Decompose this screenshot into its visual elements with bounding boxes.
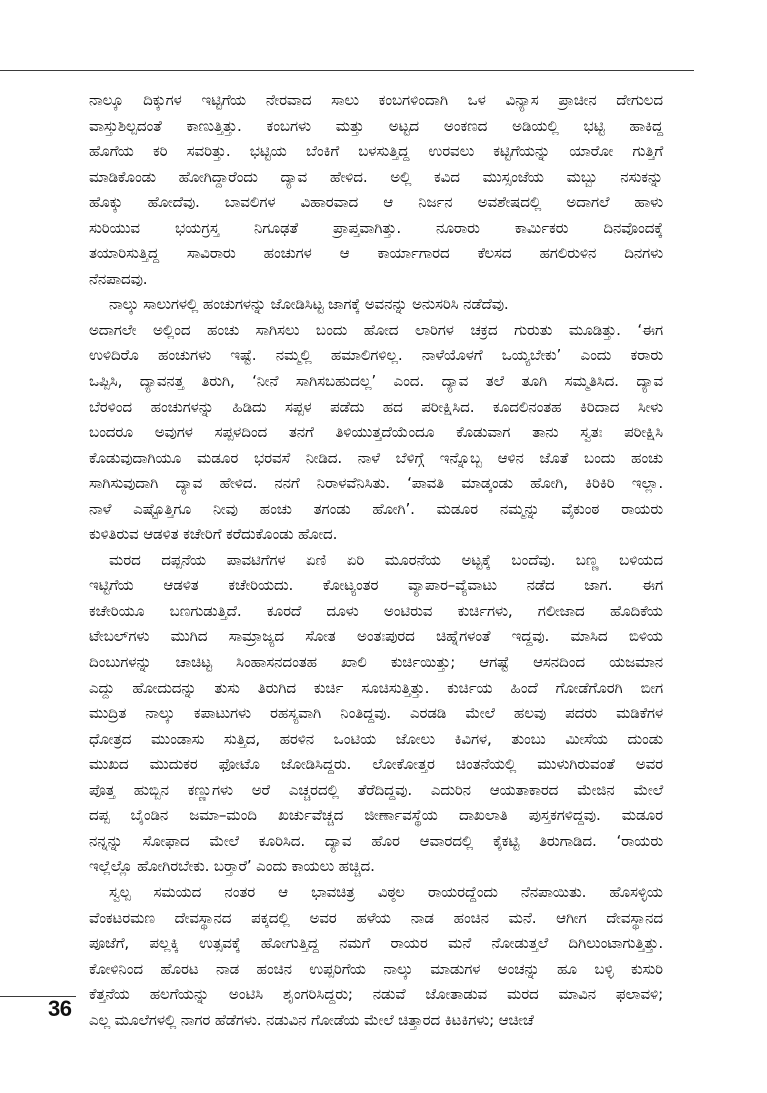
text-line: ತಯಾರಿಸುತ್ತಿದ್ದ ಸಾವಿರಾರು ಹಂಚುಗಳ ಆ ಕಾರ್ಯಾಗಾರದ ಕೆಲಸದ ಹಗಲಿರುಳಿನ ದಿನಗಳು — [89, 244, 663, 263]
text-line: ಮರದ ದಪ್ಪನೆಯ ಪಾವಟಿಗೆಗಳ ಏಣಿ ಏರಿ ಮೂರನೆಯ ಅಟ್ಟಕ್ಕೆ ಬಂದೆವು. ಬಣ್ಣ ಬಳಿಯದ — [109, 550, 663, 569]
text-line: ಟೇಬಲ್‌ಗಳು ಮುಗಿದ ಸಾಮ್ರಾಜ್ಯದ ಸೋತ ಅಂತಃಪುರದ ಚಿಹ್ನೆಗಳಂತೆ ಇದ್ದವು. ಮಾಸಿದ ಬಿಳಿಯ — [89, 627, 663, 646]
text-line: ಪೂಜೆಗೆ, ಪಲ್ಲಕ್ಕಿ ಉತ್ಸವಕ್ಕೆ ಹೋಗುತ್ತಿದ್ದ ನಮಗೆ ರಾಯರ ಮನೆ ನೋಡುತ್ತಲೆ ದಿಗಿಲುಂಟಾಗುತ್ತಿತ್ತು. — [89, 934, 663, 953]
text-line: ಹೊಗೆಯ ಕರಿ ಸವರಿತ್ತು. ಭಟ್ಟಿಯ ಬೆಂಕಿಗೆ ಬಳಸುತ್ತಿದ್ದ ಉರವಲು ಕಟ್ಟಿಗೆಯನ್ನು ಯಾರೋ ಗುತ್ತಿಗೆ — [89, 142, 663, 161]
text-line: ಧೋತ್ರದ ಮುಂಡಾಸು ಸುತ್ತಿದ, ಹರಳಿನ ಒಂಟಿಯ ಜೋಲು ಕಿವಿಗಳ, ತುಂಬು ಮೀಸೆಯ ದುಂಡು — [89, 729, 663, 748]
text-line: ನಾಲ್ಕು ಸಾಲುಗಳಲ್ಲಿ ಹಂಚುಗಳನ್ನು ಜೋಡಿಸಿಟ್ಟ ಜಾಗಕ್ಕೆ ಅವನನ್ನು ಅನುಸರಿಸಿ ನಡೆದೆವು. — [109, 295, 509, 314]
text-line: ಎದ್ದು ಹೋದುದನ್ನು ತುಸು ತಿರುಗಿದ ಕುರ್ಚಿ ಸೂಚಿಸುತ್ತಿತ್ತು. ಕುರ್ಚಿಯ ಹಿಂದೆ ಗೋಡೆಗೊರಗಿ ಬೀಗ — [89, 678, 663, 697]
text-line: ಕೆತ್ತನೆಯ ಹಲಗೆಯನ್ನು ಅಂಟಿಸಿ ಶೃಂಗರಿಸಿದ್ದರು; ನಡುವೆ ಜೋತಾಡುವ ಮರದ ಮಾವಿನ ಫಲಾವಳಿ; — [89, 985, 663, 1004]
text-line: ನಾಳೆ ಎಷ್ಟೊತ್ತಿಗೂ ನೀವು ಹಂಚು ತಗಂಡು ಹೋಗಿ’. ಮಡೂರ ನಮ್ಮನ್ನು ವೈಕುಂಠ ರಾಯರು — [89, 499, 663, 518]
text-line: ಕಚೇರಿಯೂ ಬಣಗುಡುತ್ತಿದೆ. ಕೂರದೆ ದೂಳು ಅಂಟಿರುವ ಕುರ್ಚಿಗಳು, ಗಲೀಜಾದ ಹೊದಿಕೆಯ — [89, 601, 663, 620]
text-line: ಅದಾಗಲೇ ಅಲ್ಲಿಂದ ಹಂಚು ಸಾಗಿಸಲು ಬಂದು ಹೋದ ಲಾರಿಗಳ ಚಕ್ರದ ಗುರುತು ಮೂಡಿತ್ತು. ‘ಈಗ — [89, 320, 663, 339]
text-line: ಹೊಕ್ಕು ಹೋದೆವು. ಬಾವಲಿಗಳ ವಿಹಾರವಾದ ಆ ನಿರ್ಜನ ಅವಶೇಷದಲ್ಲಿ ಅದಾಗಲೆ ಹಾಳು — [89, 193, 663, 212]
text-line: ದಿಂಬುಗಳನ್ನು ಚಾಚಿಟ್ಟ ಸಿಂಹಾಸನದಂತಹ ಖಾಲಿ ಕುರ್ಚಿಯಿತ್ತು; ಆಗಷ್ಟೆ ಆಸನದಿಂದ ಯಜಮಾನ — [89, 653, 663, 672]
text-line: ಕೊಡುವುದಾಗಿಯೂ ಮಡೂರ ಭರವಸೆ ನೀಡಿದ. ನಾಳೆ ಬೆಳಿಗ್ಗೆ ಇನ್ನೊಬ್ಬ ಆಳಿನ ಜೊತೆ ಬಂದು ಹಂಚು — [89, 448, 663, 467]
text-line: ಮುದ್ರಿತ ನಾಲ್ಕು ಕಪಾಟುಗಳು ರಹಸ್ಯವಾಗಿ ನಿಂತಿದ್ದವು. ಎರಡಡಿ ಮೇಲೆ ಹಲವು ಪದರು ಮಡಿಕೆಗಳ — [89, 704, 663, 723]
text-line: ನನ್ನನ್ನು ಸೋಫಾದ ಮೇಲೆ ಕೂರಿಸಿದ. ದ್ಯಾವ ಹೊರ ಆವಾರದಲ್ಲಿ ಕೈಕಟ್ಟಿ ತಿರುಗಾಡಿದ. ‘ರಾಯರು — [89, 831, 663, 850]
header-rule — [0, 70, 694, 71]
text-line: ಒಪ್ಪಿಸಿ, ದ್ಯಾವನತ್ತ ತಿರುಗಿ, ‘ನೀನೆ ಸಾಗಿಸಬಹುದಲ್ಲ’ ಎಂದ. ದ್ಯಾವ ತಲೆ ತೂಗಿ ಸಮ್ಮತಿಸಿದ. ದ್ಯಾವ — [89, 372, 663, 391]
text-line: ಬಂದರೂ ಅವುಗಳ ಸಪ್ಪಳದಿಂದ ತನಗೆ ತಿಳಿಯುತ್ತದೆಯೆಂದೂ ಕೊಡುವಾಗ ತಾನು ಸ್ವತಃ ಪರೀಕ್ಷಿಸಿ — [89, 423, 663, 442]
text-line: ನಾಲ್ಕೂ ದಿಕ್ಕುಗಳ ಇಟ್ಟಿಗೆಯ ನೇರವಾದ ಸಾಲು ಕಂಬಗಳಿಂದಾಗಿ ಒಳ ವಿನ್ಯಾಸ ಪ್ರಾಚೀನ ದೇಗುಲದ — [89, 91, 663, 109]
text-line: ಸಾಗಿಸುವುದಾಗಿ ದ್ಯಾವ ಹೇಳಿದ. ನನಗೆ ನಿರಾಳವೆನಿಸಿತು. ‘ಪಾವತಿ ಮಾಡ್ಕಂಡು ಹೋಗಿ, ಕಿರಿಕಿರಿ ಇಲ್ಲಾ. — [89, 474, 663, 493]
text-line: ಮುಖದ ಮುದುಕರ ಫೋಟೊ ಜೋಡಿಸಿದ್ದರು. ಲೋಕೋತ್ತರ ಚಿಂತನೆಯಲ್ಲಿ ಮುಳುಗಿರುವಂತೆ ಅವರ — [89, 755, 663, 774]
text-line: ಉಳಿದಿರೊ ಹಂಚುಗಳು ಇಷ್ಟೆ. ನಮ್ಮಲ್ಲಿ ಹಮಾಲಿಗಳಿಲ್ಲ. ನಾಳೆಯೊಳಗೆ ಒಯ್ಯಬೇಕು’ ಎಂದು ಕರಾರು — [89, 346, 663, 365]
text-line: ವಾಸ್ತುಶಿಲ್ಪದಂತೆ ಕಾಣುತ್ತಿತ್ತು. ಕಂಬಗಳು ಮತ್ತು ಅಟ್ಟದ ಅಂಕಣದ ಅಡಿಯಲ್ಲಿ ಭಟ್ಟಿ ಹಾಕಿದ್ದ — [89, 116, 663, 135]
text-line: ದಪ್ಪ ಬೈಂಡಿನ ಜಮಾ–ಮಂದಿ ಖರ್ಚುವೆಚ್ಚದ ಜೀರ್ಣಾವಸ್ಥೆಯ ದಾಖಲಾತಿ ಪುಸ್ತಕಗಳಿದ್ದವು. ಮಡೂರ — [89, 806, 663, 825]
text-line: ಪೊತ್ತ ಹುಬ್ಬಿನ ಕಣ್ಣುಗಳು ಅರೆ ಎಚ್ಚರದಲ್ಲಿ ತೆರೆದಿದ್ದವು. ಎದುರಿನ ಆಯತಾಕಾರದ ಮೇಜಿನ ಮೇಲೆ — [89, 780, 663, 799]
page-number: 36 — [48, 996, 72, 1021]
text-line: ಸುರಿಯುವ ಭಯಗ್ರಸ್ತ ನಿಗೂಢತೆ ಪ್ರಾಪ್ತವಾಗಿತ್ತು. ನೂರಾರು ಕಾರ್ಮಿಕರು ದಿನವೊಂದಕ್ಕೆ — [89, 218, 663, 237]
text-line: ಬೆರಳಿಂದ ಹಂಚುಗಳನ್ನು ಹಿಡಿದು ಸಪ್ಪಳ ಪಡೆದು ಹದ ಪರೀಕ್ಷಿಸಿದ. ಕೂದಲಿನಂತಹ ಕಿರಿದಾದ ಸೀಳು — [89, 397, 663, 416]
text-line: ವೆಂಕಟರಮಣ ದೇವಸ್ಥಾನದ ಪಕ್ಕದಲ್ಲಿ ಅವರ ಹಳೆಯ ನಾಡ ಹಂಚಿನ ಮನೆ. ಆಗೀಗ ದೇವಸ್ಥಾನದ — [89, 908, 663, 927]
text-line: ಸ್ವಲ್ಪ ಸಮಯದ ನಂತರ ಆ ಭಾವಚಿತ್ರ ವಿಠ್ಠಲ ರಾಯರದ್ದೆಂದು ನೆನಪಾಯಿತು. ಹೊಸಳ್ಳಿಯ — [109, 882, 663, 901]
text-line: ನೆನಪಾದವು. — [89, 269, 148, 288]
text-line: ಮಾಡಿಕೊಂಡು ಹೋಗಿದ್ದಾರೆಂದು ದ್ಯಾವ ಹೇಳಿದ. ಅಲ್ಲಿ ಕವಿದ ಮುಸ್ಸಂಜೆಯ ಮಬ್ಬು ನಸುಕನ್ನು — [89, 167, 663, 186]
text-line: ಕೋಳಿನಿಂದ ಹೊರಟ ನಾಡ ಹಂಚಿನ ಉಪ್ಪರಿಗೆಯ ನಾಲ್ಕು ಮಾಡುಗಳ ಅಂಚನ್ನು ಹೂ ಬಳ್ಳಿ ಕುಸುರಿ — [89, 959, 663, 978]
page-body-text — [89, 88, 663, 1033]
text-line: ಕುಳಿತಿರುವ ಆಡಳಿತ ಕಚೇರಿಗೆ ಕರೆದುಕೊಂಡು ಹೋದ. — [89, 525, 338, 544]
text-line: ಇಟ್ಟಿಗೆಯ ಆಡಳಿತ ಕಚೇರಿಯದು. ಕೋಟ್ಯಂತರ ವ್ಯಾಪಾರ–ವ್ಯೆವಾಟು ನಡೆದ ಜಾಗ. ಈಗ — [89, 576, 663, 595]
text-line: ಇಲ್ಲೆಲ್ಲೊ ಹೋಗಿರಬೇಕು. ಬರ್‍ತಾರೆ’ ಎಂದು ಕಾಯಲು ಹಚ್ಚಿದ. — [89, 857, 375, 876]
text-line: ಎಲ್ಲ ಮೂಲೆಗಳಲ್ಲಿ ನಾಗರ ಹೆಡೆಗಳು. ನಡುವಿನ ಗೋಡೆಯ ಮೇಲೆ ಚಿತ್ತಾರದ ಕಿಟಕಿಗಳು; ಆಚೀಚೆ — [89, 1010, 534, 1029]
